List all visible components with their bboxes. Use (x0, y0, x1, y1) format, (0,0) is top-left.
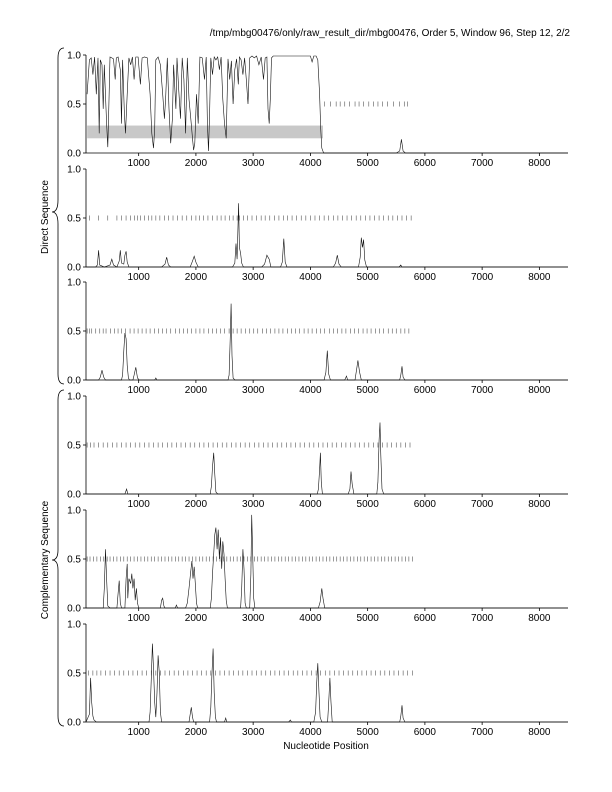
panels-layer (67, 51, 568, 739)
series-line (86, 644, 568, 722)
y-tick-label: 1.0 (67, 505, 81, 517)
y-tick-label: 0.0 (67, 148, 81, 160)
series-line (86, 203, 568, 267)
x-tick-label: 8000 (528, 613, 551, 624)
x-tick-label: 2000 (184, 613, 208, 624)
series-line (87, 56, 568, 153)
x-tick-label: 3000 (242, 385, 265, 396)
x-tick-label: 4000 (299, 272, 322, 283)
x-tick-label: 5000 (356, 499, 379, 510)
y-tick-label: 0.5 (67, 440, 81, 452)
x-tick-label: 5000 (356, 272, 379, 283)
x-tick-label: 8000 (528, 385, 551, 396)
x-tick-label: 2000 (184, 158, 208, 169)
series-line (86, 423, 568, 495)
y-tick-label: 0.5 (67, 213, 81, 225)
rug-marks (89, 216, 411, 221)
direct-sequence-brace (52, 48, 64, 384)
y-tick-label: 0.5 (67, 554, 81, 566)
page-title: /tmp/mbg00476/only/raw_result_dir/mbg00476, Order 5, Window 96, Step 12, 2/2 (209, 28, 570, 39)
panel-2 (67, 165, 568, 284)
y-tick-label: 0.5 (67, 326, 81, 338)
y-tick-label: 0.0 (67, 717, 81, 729)
x-tick-label: 2000 (184, 499, 208, 510)
panel-6 (67, 620, 568, 739)
x-tick-label: 7000 (471, 613, 494, 624)
x-tick-label: 2000 (184, 272, 208, 283)
rug-marks (88, 671, 412, 676)
x-tick-label: 6000 (413, 385, 437, 396)
x-tick-label: 7000 (471, 499, 494, 510)
x-tick-label: 6000 (413, 499, 437, 510)
x-tick-label: 2000 (184, 727, 208, 738)
panel-3 (67, 278, 568, 397)
x-tick-label: 6000 (413, 613, 437, 624)
x-tick-label: 4000 (299, 727, 322, 738)
x-tick-label: 4000 (299, 158, 322, 169)
x-axis-label: Nucleotide Position (283, 741, 369, 752)
direct-sequence-label: Direct Sequence (40, 180, 51, 254)
x-tick-label: 1000 (127, 385, 150, 396)
x-tick-label: 2000 (184, 385, 208, 396)
y-tick-label: 0.0 (67, 262, 81, 274)
x-tick-label: 3000 (242, 613, 265, 624)
shaded-region (87, 126, 323, 139)
y-tick-label: 0.0 (67, 489, 81, 501)
x-tick-label: 4000 (299, 385, 322, 396)
series-line (86, 304, 568, 380)
x-tick-label: 5000 (356, 385, 379, 396)
x-tick-label: 1000 (127, 727, 150, 738)
panel-1 (67, 51, 568, 170)
complementary-sequence-brace (52, 390, 64, 726)
x-tick-label: 3000 (242, 158, 265, 169)
x-tick-label: 4000 (299, 613, 322, 624)
x-tick-label: 3000 (242, 272, 265, 283)
x-tick-label: 5000 (356, 613, 379, 624)
y-tick-label: 1.0 (67, 277, 81, 289)
x-tick-label: 4000 (299, 499, 322, 510)
x-tick-label: 8000 (528, 158, 551, 169)
x-tick-label: 1000 (127, 499, 150, 510)
x-tick-label: 6000 (413, 158, 437, 169)
y-tick-label: 1.0 (67, 50, 81, 62)
x-tick-label: 8000 (528, 272, 551, 283)
rug-marks (325, 102, 408, 107)
x-tick-label: 7000 (471, 727, 494, 738)
x-tick-label: 5000 (356, 727, 379, 738)
panel-4 (67, 392, 568, 511)
x-tick-label: 6000 (413, 272, 437, 283)
x-tick-label: 6000 (413, 727, 437, 738)
rug-marks (87, 329, 409, 334)
panel-5 (67, 506, 568, 625)
x-tick-label: 1000 (127, 613, 150, 624)
x-tick-label: 1000 (127, 272, 150, 283)
x-tick-label: 5000 (356, 158, 379, 169)
x-tick-label: 8000 (528, 499, 551, 510)
rug-marks (87, 443, 410, 448)
y-tick-label: 1.0 (67, 164, 81, 176)
y-tick-label: 0.0 (67, 375, 81, 387)
y-tick-label: 0.5 (67, 99, 81, 111)
x-tick-label: 7000 (471, 385, 494, 396)
x-tick-label: 7000 (471, 272, 494, 283)
x-tick-label: 1000 (127, 158, 150, 169)
x-tick-label: 8000 (528, 727, 551, 738)
x-tick-label: 3000 (242, 727, 265, 738)
y-tick-label: 1.0 (67, 619, 81, 631)
y-tick-label: 0.0 (67, 603, 81, 615)
x-tick-label: 7000 (471, 158, 494, 169)
complementary-sequence-label: Complementary Sequence (40, 500, 51, 620)
x-tick-label: 3000 (242, 499, 265, 510)
rug-marks (87, 557, 412, 562)
y-tick-label: 1.0 (67, 391, 81, 403)
y-tick-label: 0.5 (67, 668, 81, 680)
